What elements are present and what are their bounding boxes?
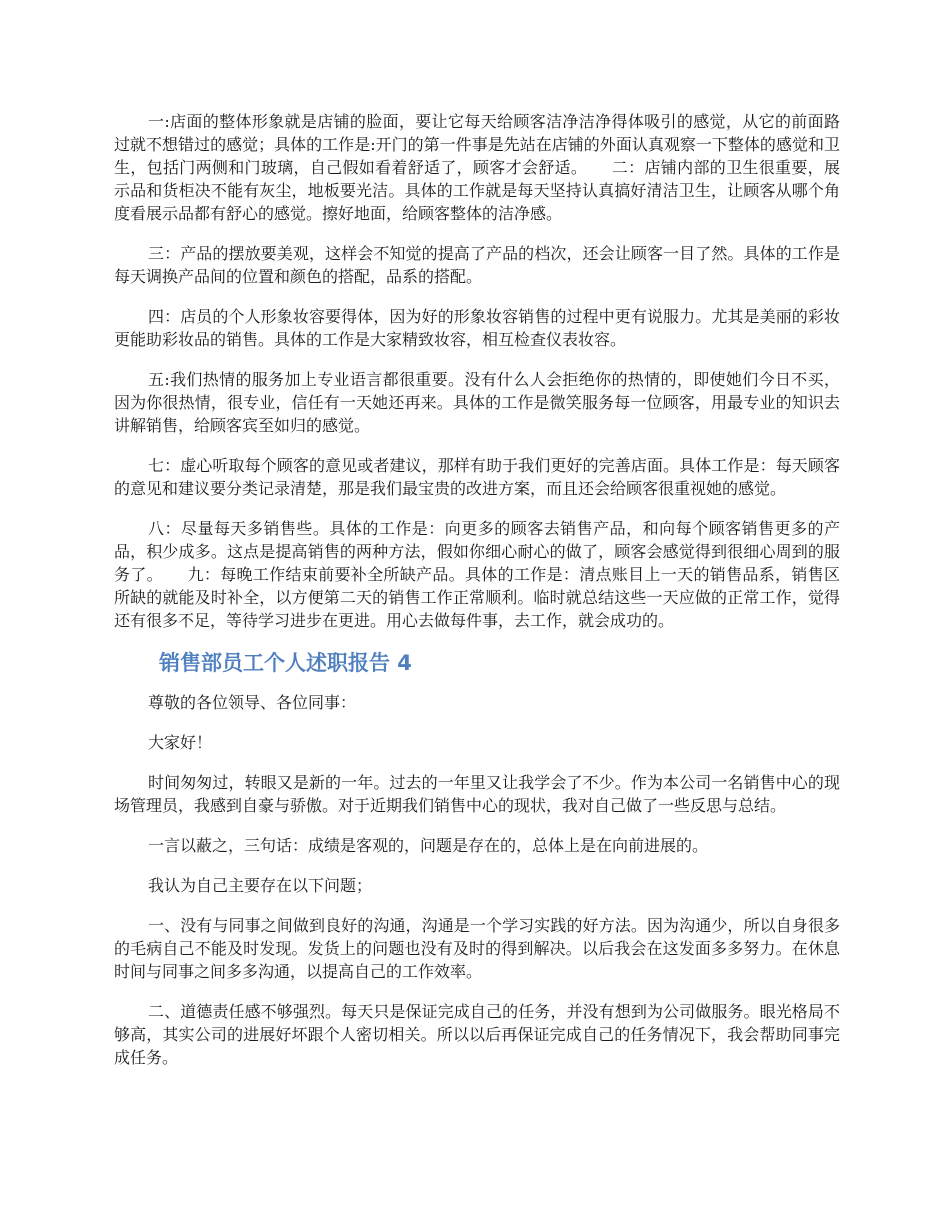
paragraph-summary: 一言以蔽之，三句话：成绩是客观的，问题是存在的，总体上是在向前进展的。 [148,836,709,855]
paragraph-customer-feedback: 七：虚心听取每个顾客的意见或者建议，那样有助于我们更好的完善店面。具体工作是：每天顾客的意见和建议要分类记录清楚，那是我们最宝贵的改进方案，而且还会给顾客很重视她的感觉。 [114,456,840,498]
paragraph-problems-intro: 我认为自己主要存在以下问题； [148,876,373,895]
section-heading: 销售部员工个人述职报告 4 [159,651,412,675]
paragraph-salutation: 尊敬的各位领导、各位同事： [148,693,357,712]
paragraph-staff-appearance: 四：店员的个人形象妆容要得体，因为好的形象妆容销售的过程中更有说服力。尤其是美丽的彩妆更能助彩妆品的销售。具体的工作是大家精致妆容，相互检查仪表妆容。 [114,307,840,349]
paragraph-product-display: 三：产品的摆放要美观，这样会不知觉的提高了产品的档次，还会让顾客一目了然。具体的工作是每天调换产品间的位置和颜色的搭配，品系的搭配。 [114,244,840,286]
paragraph-service: 五:我们热情的服务加上专业语言都很重要。没有什么人会拒绝你的热情的，即使她们今日不买，因为你很热情，很专业，信任有一天她还再来。具体的工作是微笑服务每一位顾客，用最专业的知识去讲解销售，给顾客宾至如归的感觉。 [114,370,840,435]
document-body [114,110,840,1086]
paragraph-greeting: 大家好！ [148,733,213,752]
paragraph-problem-responsibility: 二、道德责任感不够强烈。每天只是保证完成自己的任务，并没有想到为公司做服务。眼光格局不够高，其实公司的进展好坏跟个人密切相关。所以以后再保证完成自己的任务情况下，我会帮助同事完成任务。 [114,1002,840,1067]
paragraph-intro: 时间匆匆过，转眼又是新的一年。过去的一年里又让我学会了不少。作为本公司一名销售中心的现场管理员，我感到自豪与骄傲。对于近期我们销售中心的现状，我对自己做了一些反思与总结。 [114,773,840,815]
paragraph-shop-image: 一:店面的整体形象就是店铺的脸面，要让它每天给顾客洁净洁净得体吸引的感觉，从它的前面路过就不想错过的感觉；具体的工作是:开门的第一件事是先站在店铺的外面认真观察一下整体的感觉和卫生，包括门两侧和门玻璃，自己假如看着舒适了，顾客才会舒适。 二：店铺内部的卫生很重要，展示品和货柜决不能有灰尘，地板要光洁。具体的工作就是每天坚持认真搞好清洁卫生，让顾客从哪个角度看展示品都有舒心的感觉。擦好地面，给顾客整体的洁净感。 [114,112,840,223]
paragraph-daily-sales: 八：尽量每天多销售些。具体的工作是：向更多的顾客去销售产品，和向每个顾客销售更多的产品，积少成多。这点是提高销售的两种方法，假如你细心耐心的做了，顾客会感觉得到很细心周到的服务了。 九：每晚工作结束前要补全所缺产品。具体的工作是：清点账目上一天的销售品系，销售区所缺的就能及时补全，以方便第二天的销售工作正常顺利。临时就总结这些一天应做的正常工作，觉得还有很多不足，等待学习进步在更进。用心去做每件事，去工作，就会成功的。 [114,519,840,630]
paragraph-problem-communication: 一、没有与同事之间做到良好的沟通，沟通是一个学习实践的好方法。因为沟通少，所以自身很多的毛病自己不能及时发现。发货上的问题也没有及时的得到解决。以后我会在这发面多多努力。在休息时间与同事之间多多沟通，以提高自己的工作效率。 [114,916,840,981]
